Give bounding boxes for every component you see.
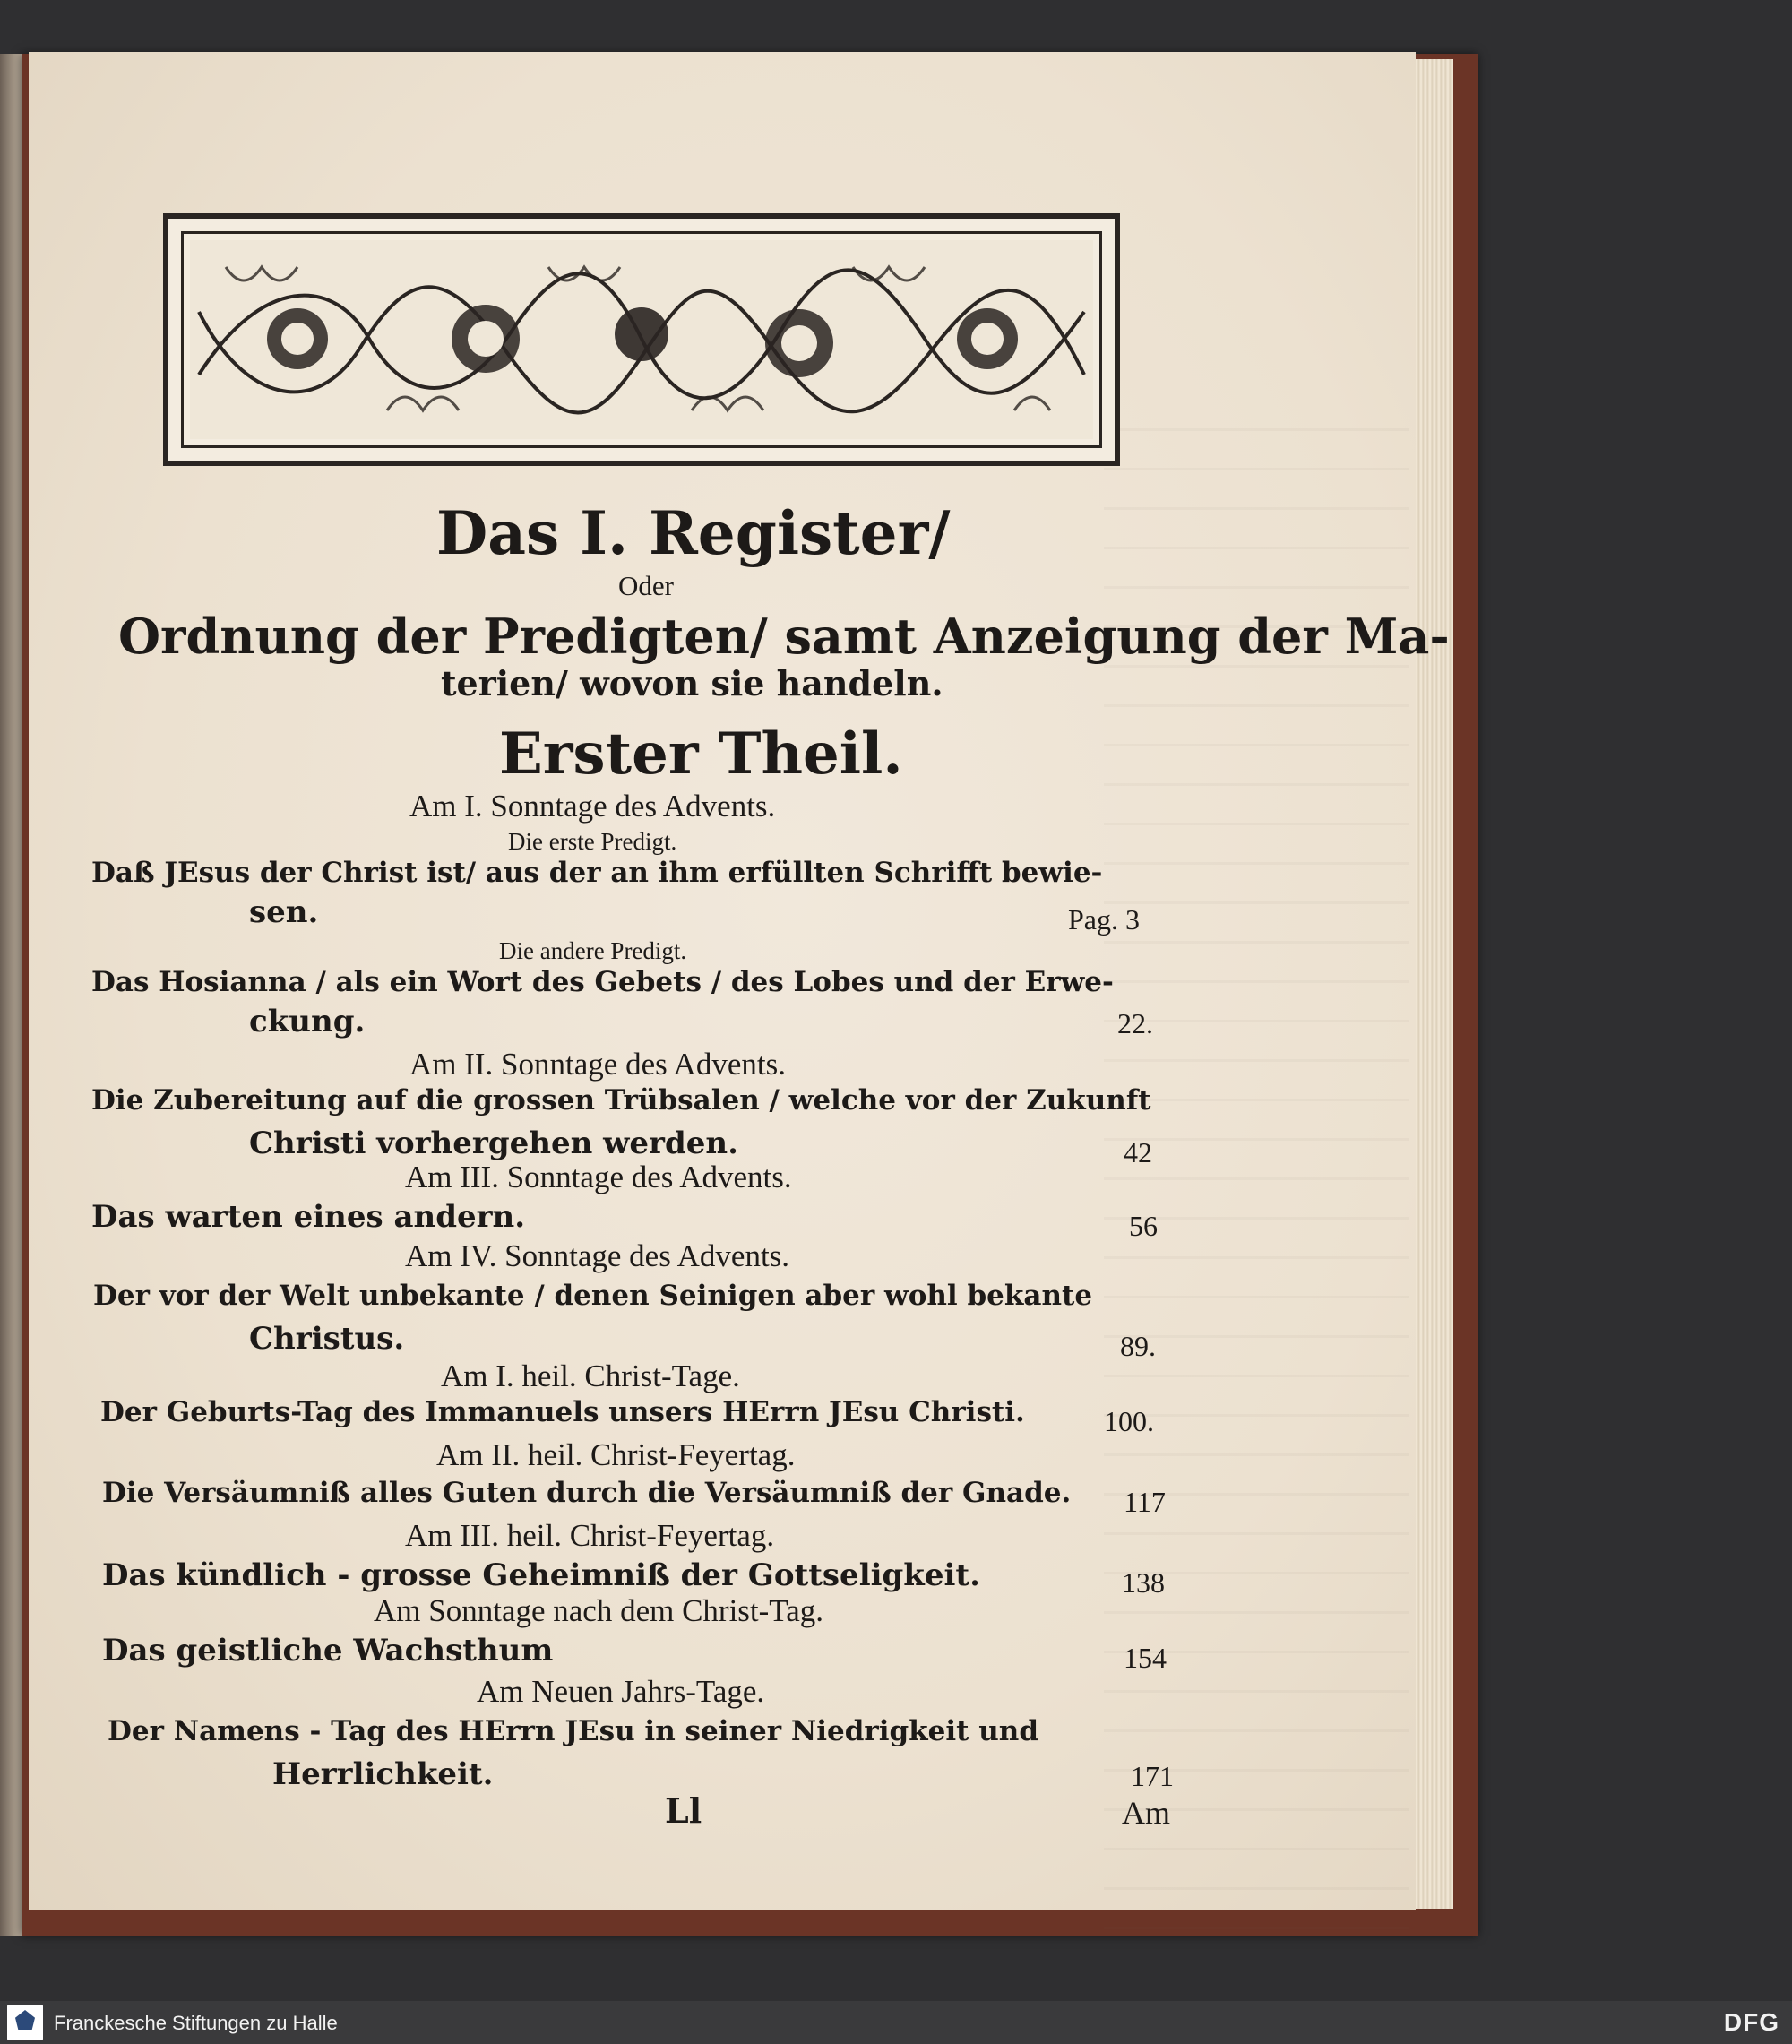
page-number: 22.: [1117, 1007, 1153, 1039]
sermon-entry: Der vor der Welt unbekante / denen Seinigen aber wohl bekante: [93, 1280, 1093, 1312]
page-number: 56: [1129, 1210, 1158, 1242]
subtitle-line-1: Ordnung der Predigten/ samt Anzeigung der Ma-: [118, 608, 1450, 665]
sermon-subheading: Die erste Predigt.: [508, 828, 677, 855]
sermon-entry-continuation: Herrlichkeit.: [272, 1756, 494, 1792]
sunday-heading: Am Sonntage nach dem Christ-Tag.: [374, 1593, 824, 1628]
sunday-heading: Am II. heil. Christ-Feyertag.: [436, 1437, 796, 1472]
sermon-entry: Das warten eines andern.: [91, 1199, 526, 1235]
sermon-entry: Der Geburts-Tag des Immanuels unsers HErrn JEsu Christi.: [100, 1396, 1025, 1428]
sermon-entry: Der Namens - Tag des HErrn JEsu in seiner Niedrigkeit und: [108, 1715, 1038, 1747]
sermon-entry: Die Versäumniß alles Guten durch die Versäumniß der Gnade.: [102, 1477, 1072, 1509]
sunday-heading: Am II. Sonntage des Advents.: [409, 1047, 786, 1082]
page-number: 171: [1131, 1760, 1174, 1792]
catchword: Am: [1122, 1795, 1170, 1831]
sermon-entry: Das geistliche Wachsthum: [102, 1633, 554, 1669]
sunday-heading: Am I. Sonntage des Advents.: [409, 789, 776, 824]
part-title: Erster Theil.: [499, 720, 903, 788]
sunday-heading: Am III. heil. Christ-Feyertag.: [405, 1518, 775, 1553]
sunday-heading: Am III. Sonntage des Advents.: [405, 1160, 792, 1194]
sermon-entry: Die Zubereitung auf die grossen Trübsalen / welche vor der Zukunft: [91, 1084, 1151, 1117]
sermon-entry: Das kündlich - grosse Geheimniß der Gottseligkeit.: [102, 1557, 980, 1593]
viewer-footer: [0, 2001, 1792, 2044]
sunday-heading: Am Neuen Jahrs-Tage.: [477, 1674, 765, 1709]
sermon-entry-continuation: sen.: [249, 894, 319, 930]
institution-name: Franckesche Stiftungen zu Halle: [54, 2012, 338, 2034]
page-number: 117: [1124, 1486, 1166, 1518]
sermon-entry: Daß JEsus der Christ ist/ aus der an ihm erfüllten Schrifft bewie-: [91, 857, 1103, 889]
sermon-entry-continuation: Christus.: [249, 1321, 405, 1357]
register-title: Das I. Register/: [436, 498, 951, 568]
book-page: [29, 52, 1450, 1910]
sermon-subheading: Die andere Predigt.: [499, 937, 687, 964]
page-number: 138: [1122, 1566, 1165, 1599]
floral-headpiece-ornament: [163, 213, 1120, 466]
sermon-entry: Das Hosianna / als ein Wort des Gebets / des Lobes und der Erwe-: [91, 966, 1114, 998]
page-number: 89.: [1120, 1330, 1156, 1362]
sermon-entry-continuation: ckung.: [249, 1004, 366, 1039]
page-number: Pag. 3: [1068, 903, 1140, 936]
sermon-entry-continuation: Christi vorhergehen werden.: [249, 1125, 738, 1161]
dfg-logo: DFG: [1723, 2008, 1779, 2036]
page-number: 100.: [1104, 1405, 1154, 1437]
sunday-heading: Am IV. Sonntage des Advents.: [405, 1238, 790, 1273]
page-number: 42: [1124, 1136, 1152, 1169]
subtitle-line-2: terien/ wovon sie handeln.: [441, 663, 943, 703]
sunday-heading: Am I. heil. Christ-Tage.: [441, 1358, 740, 1393]
title-connector: Oder: [618, 570, 674, 601]
page-number: 154: [1124, 1642, 1167, 1674]
floral-scroll-icon: [190, 240, 1093, 439]
signature-mark: Ll: [665, 1790, 702, 1831]
institution-logo: [7, 2005, 43, 2040]
